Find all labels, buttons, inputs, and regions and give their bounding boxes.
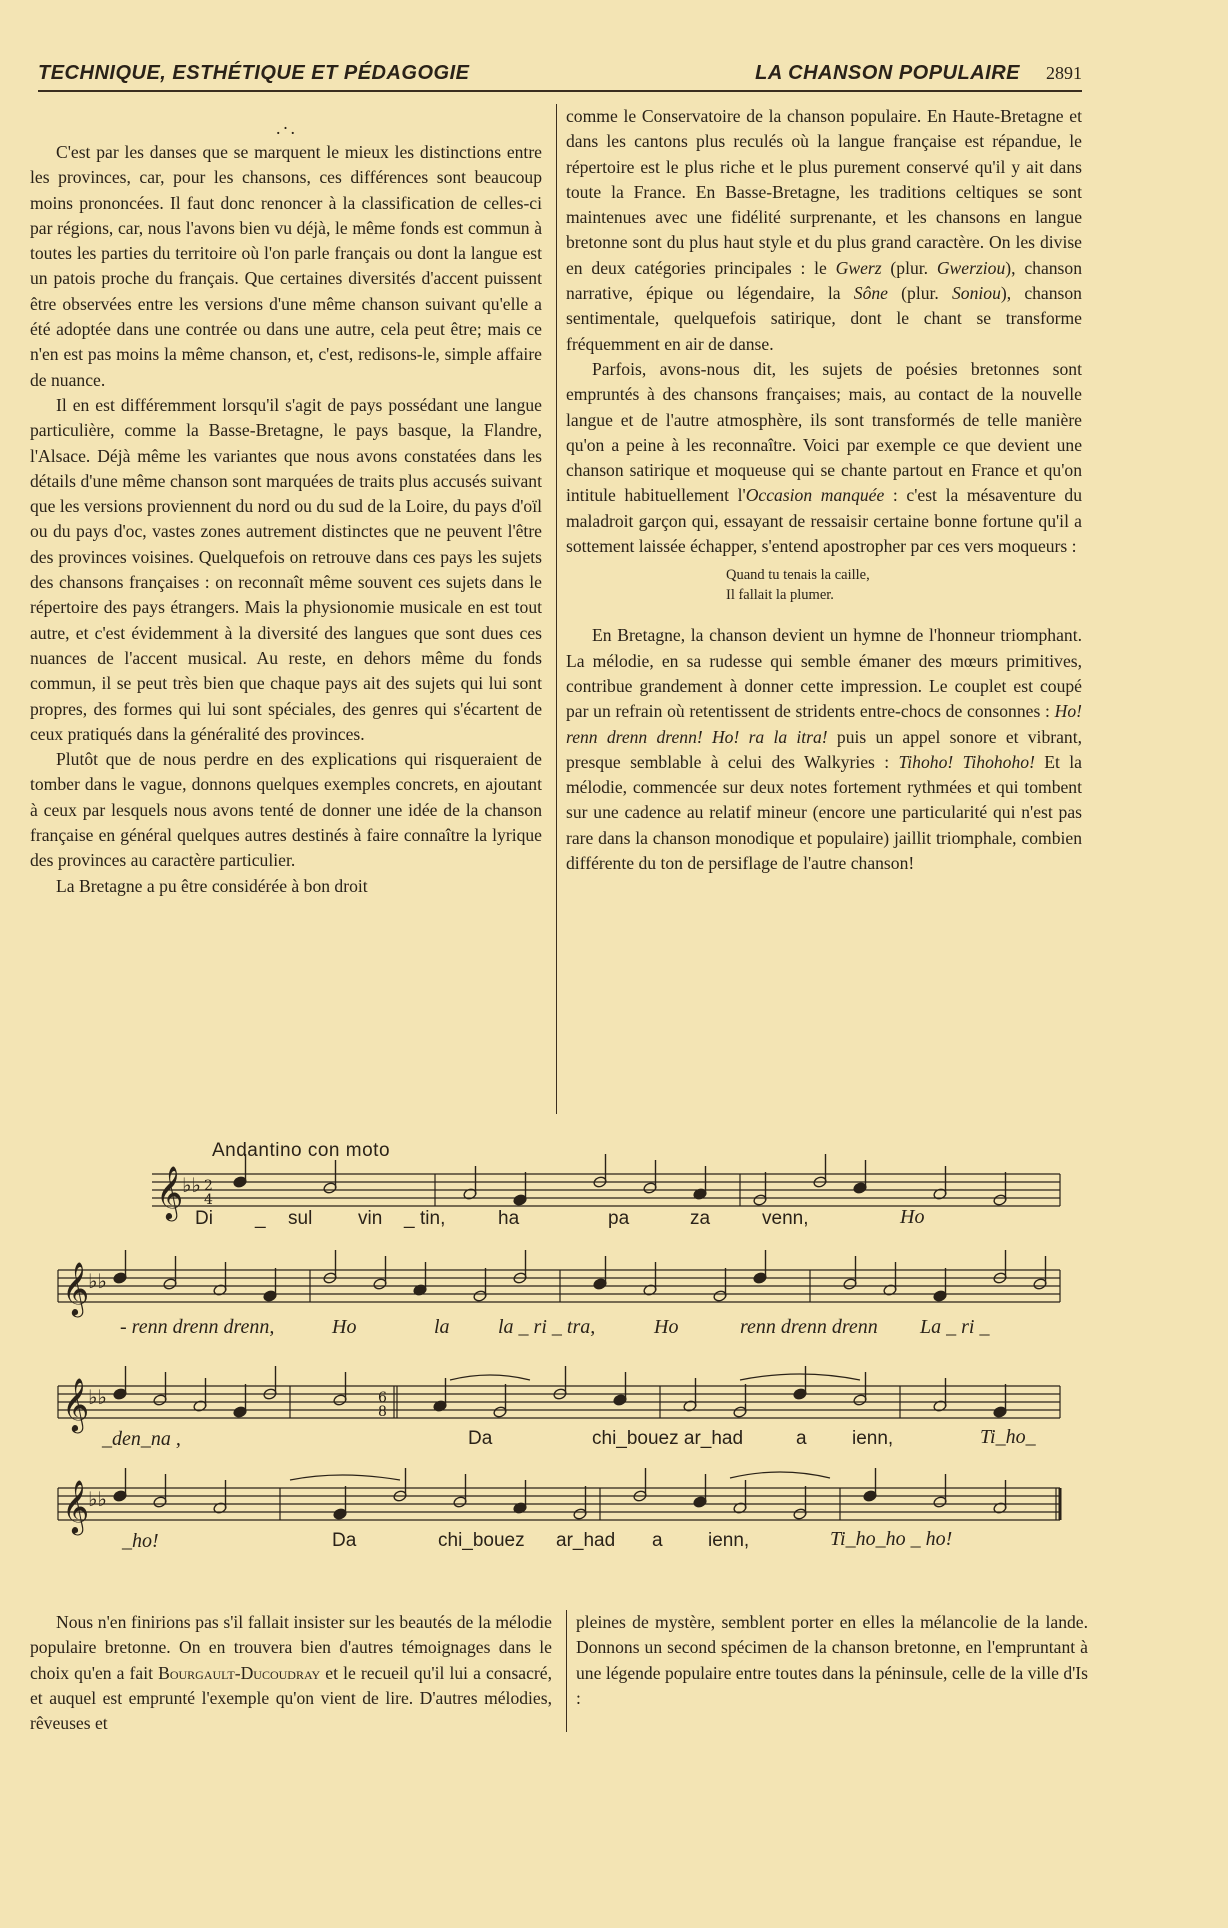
treble-clef-icon: 𝄞	[62, 1479, 90, 1533]
refrain: Ho! renn drenn drenn! Ho! ra la itra!	[566, 701, 1082, 747]
text: Et la mélodie, commencée sur deux notes fortement rythmées et qui tombent sur une cadence au relatif mineur (encore une particularité qui n'est pas rare dans la chanson monodique et populaire) jaillit triomphale, combien différente du ton de persiflage de l'autre chanson!	[566, 751, 1082, 874]
staff-4	[58, 1488, 1060, 1520]
paragraph: pleines de mystère, semblent porter en elles la mélancolie de la lande. Donnons un second spécimen de la chanson bretonne, en l'empruntant à une légende populaire entre toutes dans la péninsule, celle de la ville d'Is :	[576, 1612, 1088, 1708]
lyric: Ti_ho_ho _ ho!	[830, 1528, 953, 1550]
svg-text:4: 4	[204, 1192, 213, 1208]
svg-text:♭♭: ♭♭	[88, 1269, 107, 1293]
text: ), chanson sentimentale, quelquefois satirique, dont le chant se transforme fréquemment en air de danse.	[566, 283, 1082, 354]
term: Gwerz	[835, 257, 882, 278]
lyric: Ti_ho_	[980, 1426, 1036, 1448]
text: (plur.	[881, 257, 937, 278]
left-column	[30, 140, 542, 899]
lyric: - renn drenn drenn,	[120, 1316, 275, 1338]
svg-text:♭♭: ♭♭	[182, 1173, 201, 1197]
paragraph	[566, 623, 1082, 876]
text: (plur.	[887, 283, 952, 304]
running-head-right: LA CHANSON POPULAIRE	[755, 62, 1020, 84]
svg-text:8: 8	[378, 1404, 387, 1420]
bottom-left-column	[30, 1610, 552, 1736]
text: En Bretagne, la chanson devient un hymne de l'honneur triomphant. La mélodie, en sa rudesse qui semble émaner des mœurs primitives, contribue grandement à donner cette impression. Le couplet est coupé par un refrain où retentissent de stridents entre-chocs de consonnes :	[566, 625, 1082, 722]
lyric: venn,	[762, 1208, 809, 1229]
running-head-left: TECHNIQUE, ESTHÉTIQUE ET PÉDAGOGIE	[38, 62, 470, 84]
svg-text:♭♭: ♭♭	[88, 1487, 107, 1511]
music-score	[40, 1140, 1090, 1620]
paragraph	[566, 104, 1082, 357]
lyric: pa	[608, 1208, 630, 1229]
lyric: Da	[332, 1530, 357, 1551]
refrain: Tihoho! Tihohoho!	[898, 751, 1035, 772]
svg-text:♭♭: ♭♭	[88, 1385, 107, 1409]
text: Parfois, avons-nous dit, les sujets de poésies bretonnes sont empruntés à des chansons françaises; mais, au contact de la nouvelle langue et de l'autre atmosphère, ils sont transformés de telle manière qu'on a peine à les reconnaître. Voici par exemple ce que devient une chanson satirique et moqueuse qui se chante partout en France et qu'on intitule habituellement l'	[566, 358, 1082, 506]
paragraph: La Bretagne a pu être considérée à bon droit	[56, 875, 368, 896]
lyric: la	[434, 1316, 450, 1338]
lyric: a	[796, 1428, 807, 1449]
lyric: renn drenn drenn	[740, 1316, 878, 1338]
lyric: chi_bouez	[438, 1530, 525, 1551]
svg-text:6: 6	[378, 1390, 387, 1406]
lyric: La _ ri _	[920, 1316, 990, 1338]
treble-clef-icon: 𝄞	[62, 1261, 90, 1315]
term: Soniou	[952, 283, 1001, 304]
term: Gwerziou	[936, 257, 1006, 278]
staff-2	[58, 1270, 1060, 1302]
lyric: Ho	[654, 1316, 679, 1338]
lyric: vin	[358, 1208, 383, 1229]
page-header	[38, 62, 1082, 92]
column-divider	[556, 104, 557, 1114]
lyric: la _ ri _ tra,	[498, 1316, 596, 1338]
tempo-marking: Andantino con moto	[212, 1140, 391, 1161]
text: comme le Conservatoire de la chanson populaire. En Haute-Bretagne et dans les cantons plus reculés où la langue française est répandue, le répertoire est le plus riche et le plus purement conservé qu'il y ait dans toute la France. En Basse-Bretagne, les traditions celtiques se sont maintenues avec une fidélité surprenante, et les chansons en langue bretonne sont du plus haut style et du plus grand caractère. On les divise en deux catégories principales : le	[566, 106, 1082, 278]
paragraph: C'est par les danses que se marquent le mieux les distinctions entre les provinces, car, pour les chansons, ces différences sont beaucoup moins prononcées. Il faut donc renoncer à la classification de celles-ci par régions, car, nous l'avons bien vu déjà, le même fonds est commun à toutes les parties du territoire où l'on parle français ou dont la langue est un patois proche du français. Que certaines diversités d'accent puissent être observées entre les versions d'une même chanson suivant qu'elle a été adoptée dans une contrée ou dans une autre, cela peut être; mais ce n'en est pas moins la même chanson, et, c'est, redisons-le, simple affaire de nuance.	[30, 142, 542, 390]
right-column	[566, 104, 1082, 876]
verse-line: Quand tu tenais la caille,	[726, 567, 870, 584]
text: ), chanson narrative, épique ou légendaire, la	[566, 257, 1082, 304]
lyric: ha	[498, 1208, 520, 1229]
column-divider	[566, 1610, 567, 1732]
text: : c'est la mésaventure du maladroit garçon qui, essayant de ressaisir certaine bonne fortune qu'il a sottement laissée échapper, s'entend apostropher par ces vers moqueurs :	[566, 485, 1083, 557]
page-number: 2891	[1046, 63, 1082, 83]
verse-line: Il fallait la plumer.	[726, 587, 834, 604]
paragraph: Il en est différemment lorsqu'il s'agit de pays possédant une langue particulière, comme la Basse-Bretagne, le pays basque, la Flandre, l'Alsace. Déjà même les variantes que nous avons constatées dans les détails d'une même chanson sont marquées de traits plus accusés suivant que les versions proviennent du nord ou du sud de la Loire, du pays d'oïl ou du pays d'oc, vastes zones autrement distinctes que ne peuvent l'être des provinces voisines. Quelquefois on retrouve dans ces pays les sujets des chansons françaises : on reconnaît même souvent ces sujets dans le répertoire des pays étrangers. Mais la physionomie musicale en est tout autre, et c'est évidemment à la diversité des langues que sont dues ces nuances de l'accent musical. Au reste, en dehors même du fonds commun, il se peut très bien que chaque pays ait des sujets qui lui sont propres, des formes qui lui sont spéciales, des genres qui s'écartent de ceux pratiqués dans la généralité des provinces.	[30, 394, 542, 744]
paragraph	[30, 1610, 552, 1736]
treble-clef-icon: 𝄞	[62, 1377, 90, 1431]
treble-clef-icon: 𝄞	[156, 1165, 184, 1219]
lyric: Ho	[332, 1316, 357, 1338]
term: Sône	[853, 283, 888, 304]
lyric: Di	[195, 1208, 213, 1229]
lyric: ar_had	[556, 1530, 616, 1551]
lyric: _	[255, 1208, 266, 1229]
title: Occasion manquée	[745, 485, 885, 506]
lyric: Da	[468, 1428, 493, 1449]
paragraph	[566, 357, 1082, 559]
lyric: Ho	[900, 1206, 925, 1228]
lyric: tin,	[420, 1208, 446, 1229]
lyric: chi_bouez ar_had	[592, 1428, 744, 1449]
bottom-right-column	[576, 1610, 1088, 1711]
header-rule	[38, 90, 1082, 92]
text: et le recueil qu'il lui a consacré, et auquel est emprunté l'exemple qu'on vient de lire. D'autres mélodies, rêveuses et	[30, 1662, 552, 1734]
verse-quote	[726, 565, 1082, 605]
lyric: _den_na ,	[102, 1428, 181, 1450]
svg-text:2: 2	[204, 1178, 213, 1194]
paragraph: Plutôt que de nous perdre en des explications qui risqueraient de tomber dans le vague, donnons quelques exemples concrets, en ajoutant à ceux par lesquels nous avons tenté de donner une idée de la chanson française en général quelques autres destinés à faire connaître la lyrique des provinces au caractère particulier.	[30, 749, 542, 871]
lyric: ienn,	[852, 1428, 894, 1449]
staff-3	[58, 1386, 1060, 1418]
lyric: a	[652, 1530, 663, 1551]
lyric: _ho!	[122, 1530, 159, 1552]
lyric: za	[690, 1208, 711, 1229]
lyric: ienn,	[708, 1530, 750, 1551]
section-ornament: .·.	[276, 118, 297, 138]
text: puis un appel sonore et vibrant, presque semblable à celui des Walkyries :	[566, 726, 1082, 772]
author-name: Bourgault-Ducoudray	[158, 1662, 321, 1683]
lyric: _	[404, 1208, 415, 1229]
lyric: sul	[288, 1208, 313, 1229]
text: Nous n'en finirions pas s'il fallait insister sur les beautés de la mélodie populaire bretonne. On en trouvera bien d'autres témoignages dans le choix qu'en a fait	[30, 1612, 552, 1683]
